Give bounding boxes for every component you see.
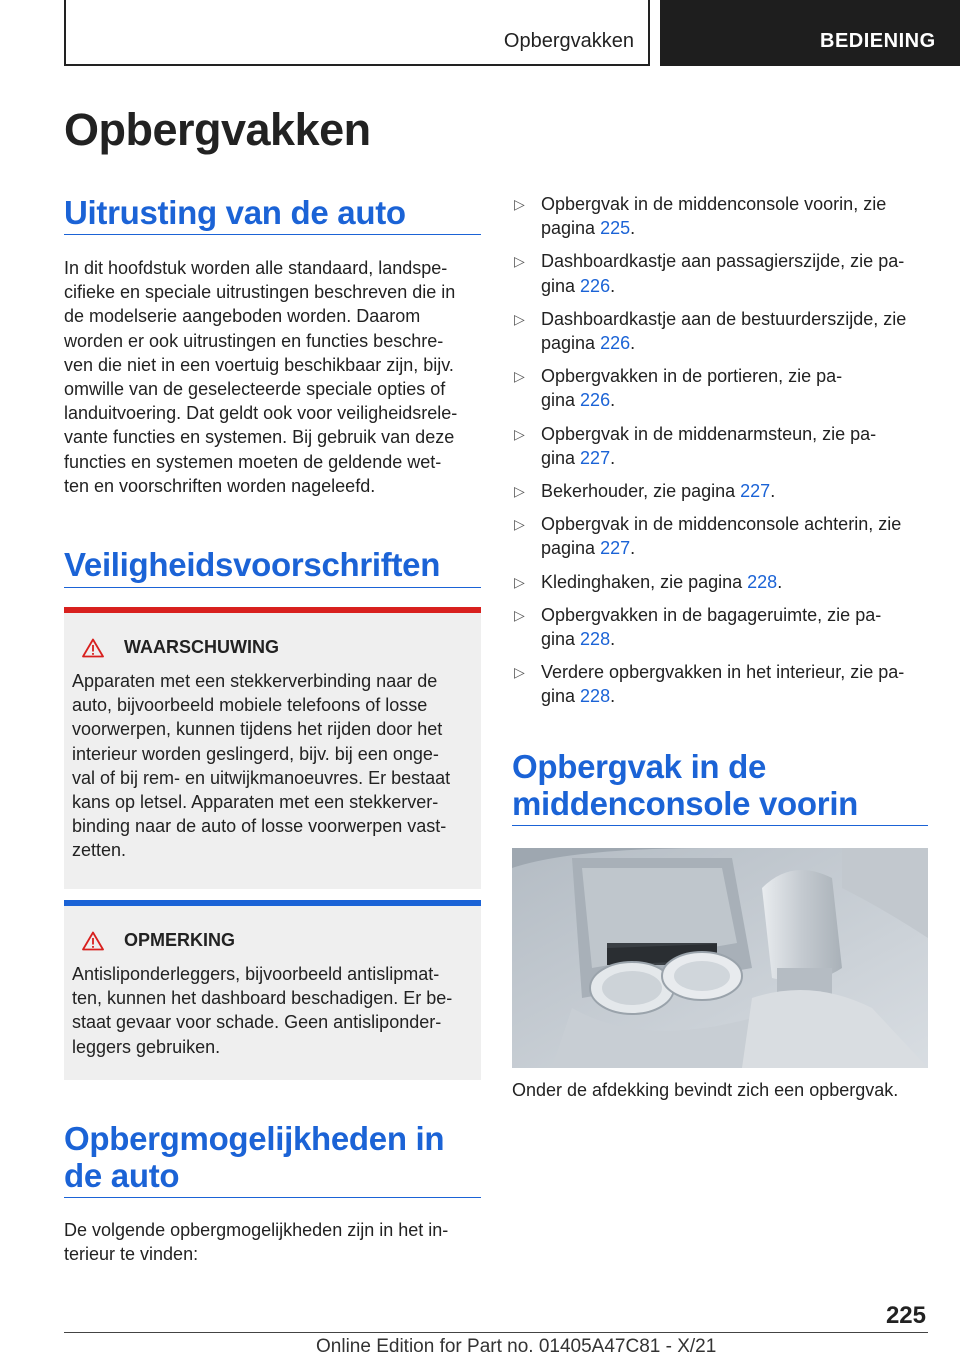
text-line: auto, bijvoorbeeld mobiele telefoons of losse: [72, 695, 428, 716]
console-photo: [512, 848, 928, 1068]
list-item-line: pagina: [541, 218, 601, 239]
list-item-line: gina: [541, 390, 581, 411]
list-item-text: [541, 192, 928, 240]
console-illustration: [512, 848, 928, 1068]
bullet-triangle-icon: ▷: [514, 483, 525, 500]
header-section-box: [660, 0, 960, 66]
bullet-triangle-icon: ▷: [514, 196, 525, 212]
page-title: Opbergvakken: [64, 104, 371, 155]
page-link[interactable]: 228: [580, 686, 611, 707]
text-line: In dit hoofdstuk worden alle standaard, landspe-: [64, 258, 448, 278]
heading-rule: [64, 587, 481, 588]
punctuation: .: [777, 571, 783, 592]
list-item-text: [541, 422, 928, 470]
text-line: cifieke en speciale uitrustingen beschreven die in: [64, 282, 456, 303]
text-line: leggers gebruiken.: [72, 1036, 221, 1057]
list-item-line: Bekerhouder, zie pagina: [541, 481, 741, 502]
punctuation: .: [610, 447, 616, 468]
notice-box: [64, 900, 481, 1080]
text-line: omwille van de geselecteerde speciale opties of: [64, 379, 446, 400]
text-line: binding naar de auto of losse voorwerpen vast-: [72, 816, 447, 837]
equipment-paragraph: [64, 256, 481, 498]
page-link[interactable]: 225: [600, 218, 631, 239]
punctuation: .: [630, 538, 636, 559]
text-line: terieur te vinden:: [64, 1244, 199, 1265]
bullet-triangle-icon: ▷: [514, 516, 525, 533]
heading-front-console: [512, 748, 858, 822]
storage-list: [512, 192, 928, 718]
bullet-triangle-icon: ▷: [514, 253, 525, 270]
text-line: kans op letsel. Apparaten met een stekkerver-: [72, 792, 439, 813]
list-item-text: [541, 660, 928, 708]
text-line: worden er ook uitrustingen en functies beschre-: [64, 330, 444, 351]
list-item-text: [541, 307, 928, 355]
notice-text: [72, 962, 473, 1059]
heading-rule: [512, 825, 928, 826]
warning-label: WAARSCHUWING: [124, 637, 279, 657]
list-item-line: Opbergvakken in de bagageruimte, zie pa-: [541, 604, 882, 625]
punctuation: .: [610, 390, 616, 411]
list-item-line: Opbergvak in de middenarmsteun, zie pa-: [541, 423, 877, 444]
text-line: zetten.: [72, 840, 127, 861]
header-section: BEDIENING: [820, 30, 936, 52]
list-item-line: Opbergvak in de middenconsole voorin, zie: [541, 194, 887, 214]
punctuation: .: [610, 686, 616, 707]
list-item-line: Verdere opbergvakken in het interieur, zie pa-: [541, 662, 905, 683]
page-link[interactable]: 227: [580, 447, 611, 468]
list-item-line: pagina: [541, 333, 601, 354]
heading-storage-options: [64, 1120, 444, 1194]
list-item-line: gina: [541, 447, 581, 468]
text-line: Antisliponderleggers, bijvoorbeeld antislipmat-: [72, 964, 440, 984]
text-line: staat gevaar voor schade. Geen antisliponder-: [72, 1012, 442, 1033]
text-line: ten en voorschriften worden nageleefd.: [64, 475, 376, 496]
list-item-text: [541, 364, 928, 412]
list-item: [512, 512, 928, 560]
warning-triangle-icon: [82, 638, 104, 658]
list-item: [512, 364, 928, 412]
heading-line: Opbergvak in de: [512, 748, 767, 785]
list-item-text: [541, 512, 928, 560]
page-link[interactable]: 226: [580, 390, 611, 411]
list-item-line: gina: [541, 629, 581, 650]
notice-label: OPMERKING: [124, 930, 236, 950]
list-item-text: [541, 603, 928, 651]
bullet-triangle-icon: ▷: [514, 368, 525, 385]
notice-bar: [64, 900, 481, 906]
page-link[interactable]: 227: [600, 538, 631, 559]
footer-rule: [64, 1332, 928, 1333]
page-link[interactable]: 226: [580, 275, 611, 296]
list-item-line: Opbergvak in de middenconsole achterin, zie: [541, 514, 902, 535]
text-line: Apparaten met een stekkerverbinding naar de: [72, 671, 438, 691]
heading-line: Opbergmogelijkheden in: [64, 1120, 445, 1157]
list-item-line: pagina: [541, 538, 601, 559]
text-line: ven die niet in een voertuig beschikbaar zijn, bijv.: [64, 354, 454, 375]
text-line: vante functies en systemen. Bij gebruik van deze: [64, 427, 455, 448]
bullet-triangle-icon: ▷: [514, 573, 525, 590]
heading-rule: [64, 1197, 481, 1198]
warning-text: [72, 669, 473, 863]
footer-edition: Online Edition for Part no. 01405A47C81 - X/21: [316, 1336, 717, 1357]
header-title: Opbergvakken: [503, 30, 634, 52]
page-link[interactable]: 228: [747, 571, 778, 592]
text-line: val of bij rem- en uitwijkmanoeuvres. Er bestaat: [72, 767, 451, 788]
list-item: [512, 422, 928, 470]
list-item: [512, 479, 928, 503]
heading-safety: Veiligheidsvoorschriften: [64, 546, 441, 583]
punctuation: .: [610, 275, 616, 296]
header-title-box: [64, 0, 650, 66]
list-item: [512, 603, 928, 651]
list-item: [512, 249, 928, 297]
page-number: 225: [885, 1302, 926, 1329]
list-item-line: Kledinghaken, zie pagina: [541, 571, 748, 592]
punctuation: .: [630, 218, 636, 239]
list-item-line: gina: [541, 686, 581, 707]
list-item-line: Dashboardkastje aan passagierszijde, zie pa-: [541, 251, 905, 272]
list-item-text: [541, 570, 928, 594]
heading-equipment: Uitrusting van de auto: [64, 194, 406, 231]
list-item-text: [541, 249, 928, 297]
notice-header: [74, 930, 235, 951]
bullet-triangle-icon: ▷: [514, 310, 525, 327]
photo-caption: Onder de afdekking bevindt zich een opbergvak.: [512, 1080, 899, 1100]
text-line: voorwerpen, kunnen tijdens het rijden door het: [72, 719, 443, 740]
text-line: ten, kunnen het dashboard beschadigen. Er be-: [72, 988, 453, 1009]
warning-bar: [64, 607, 481, 613]
text-line: functies en systemen moeten de geldende wet-: [64, 451, 442, 472]
text-line: De volgende opbergmogelijkheden zijn in het in-: [64, 1220, 449, 1240]
list-item: [512, 570, 928, 594]
punctuation: .: [770, 481, 776, 502]
bullet-triangle-icon: ▷: [514, 664, 525, 681]
list-item-line: gina: [541, 275, 581, 296]
bullet-triangle-icon: ▷: [514, 606, 525, 623]
warning-box: [64, 607, 481, 889]
list-item: [512, 660, 928, 708]
text-line: de modelserie aangeboden worden. Daarom: [64, 306, 421, 327]
storage-options-paragraph: [64, 1218, 481, 1266]
page-link[interactable]: 228: [580, 629, 611, 650]
heading-line: de auto: [64, 1157, 180, 1194]
text-line: landuitvoering. Dat geldt ook voor veiligheidsrele-: [64, 403, 458, 424]
warning-triangle-icon: [82, 931, 104, 951]
list-item-line: Opbergvakken in de portieren, zie pa-: [541, 366, 843, 387]
page-link[interactable]: 227: [740, 481, 771, 502]
list-item-text: [541, 479, 928, 503]
heading-rule: [64, 234, 481, 235]
bullet-triangle-icon: ▷: [514, 425, 525, 442]
text-line: interieur worden geslingerd, bijv. bij een onge-: [72, 743, 439, 764]
punctuation: .: [610, 629, 616, 650]
page-link[interactable]: 226: [600, 333, 631, 354]
list-item: [512, 192, 928, 240]
list-item: [512, 307, 928, 355]
warning-header: [74, 637, 279, 658]
list-item-line: Dashboardkastje aan de bestuurderszijde, zie: [541, 308, 907, 329]
heading-line: middenconsole voorin: [512, 785, 859, 822]
punctuation: .: [630, 333, 636, 354]
